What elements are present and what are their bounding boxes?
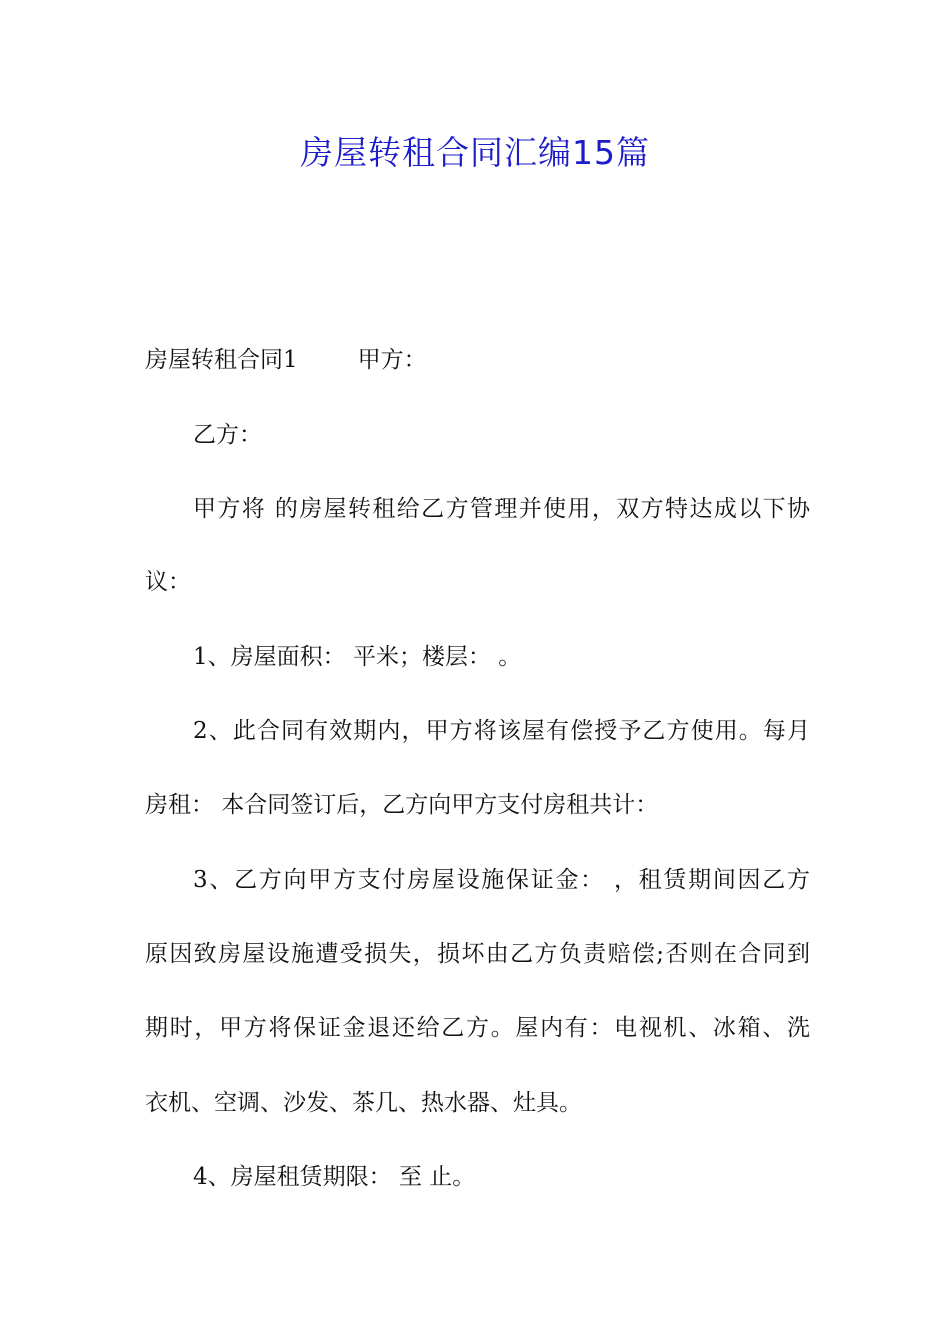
clause-4-line: 4、房屋租赁期限： 至 止。 <box>193 1164 476 1190</box>
paragraph-line: 衣机、空调、沙发、茶几、热水器、灶具。 <box>145 1090 582 1116</box>
clause-1-line: 1、房屋面积： 平米；楼层： 。 <box>193 644 522 670</box>
document-title: 房屋转租合同汇编15篇 <box>300 133 650 172</box>
clause-2-line: 2、此合同有效期内，甲方将该屋有偿授予乙方使用。每月 <box>193 718 810 744</box>
paragraph-line: 原因致房屋设施遭受损失，损坏由乙方负责赔偿;否则在合同到 <box>145 941 810 967</box>
party-b-label: 乙方： <box>193 422 262 448</box>
contract-heading-line <box>145 343 810 377</box>
contract-heading: 房屋转租合同1 <box>145 347 298 373</box>
paragraph-line: 议： <box>145 569 191 595</box>
paragraph-line: 甲方将 的房屋转租给乙方管理并使用，双方特达成以下协 <box>193 496 810 522</box>
paragraph-line: 房租： 本合同签订后，乙方向甲方支付房租共计： <box>145 792 659 818</box>
paragraph-line: 期时，甲方将保证金退还给乙方。屋内有：电视机、冰箱、洗 <box>145 1015 810 1041</box>
clause-3-line: 3、乙方向甲方支付房屋设施保证金： ，租赁期间因乙方 <box>193 867 810 893</box>
party-a-label: 甲方： <box>357 347 427 373</box>
